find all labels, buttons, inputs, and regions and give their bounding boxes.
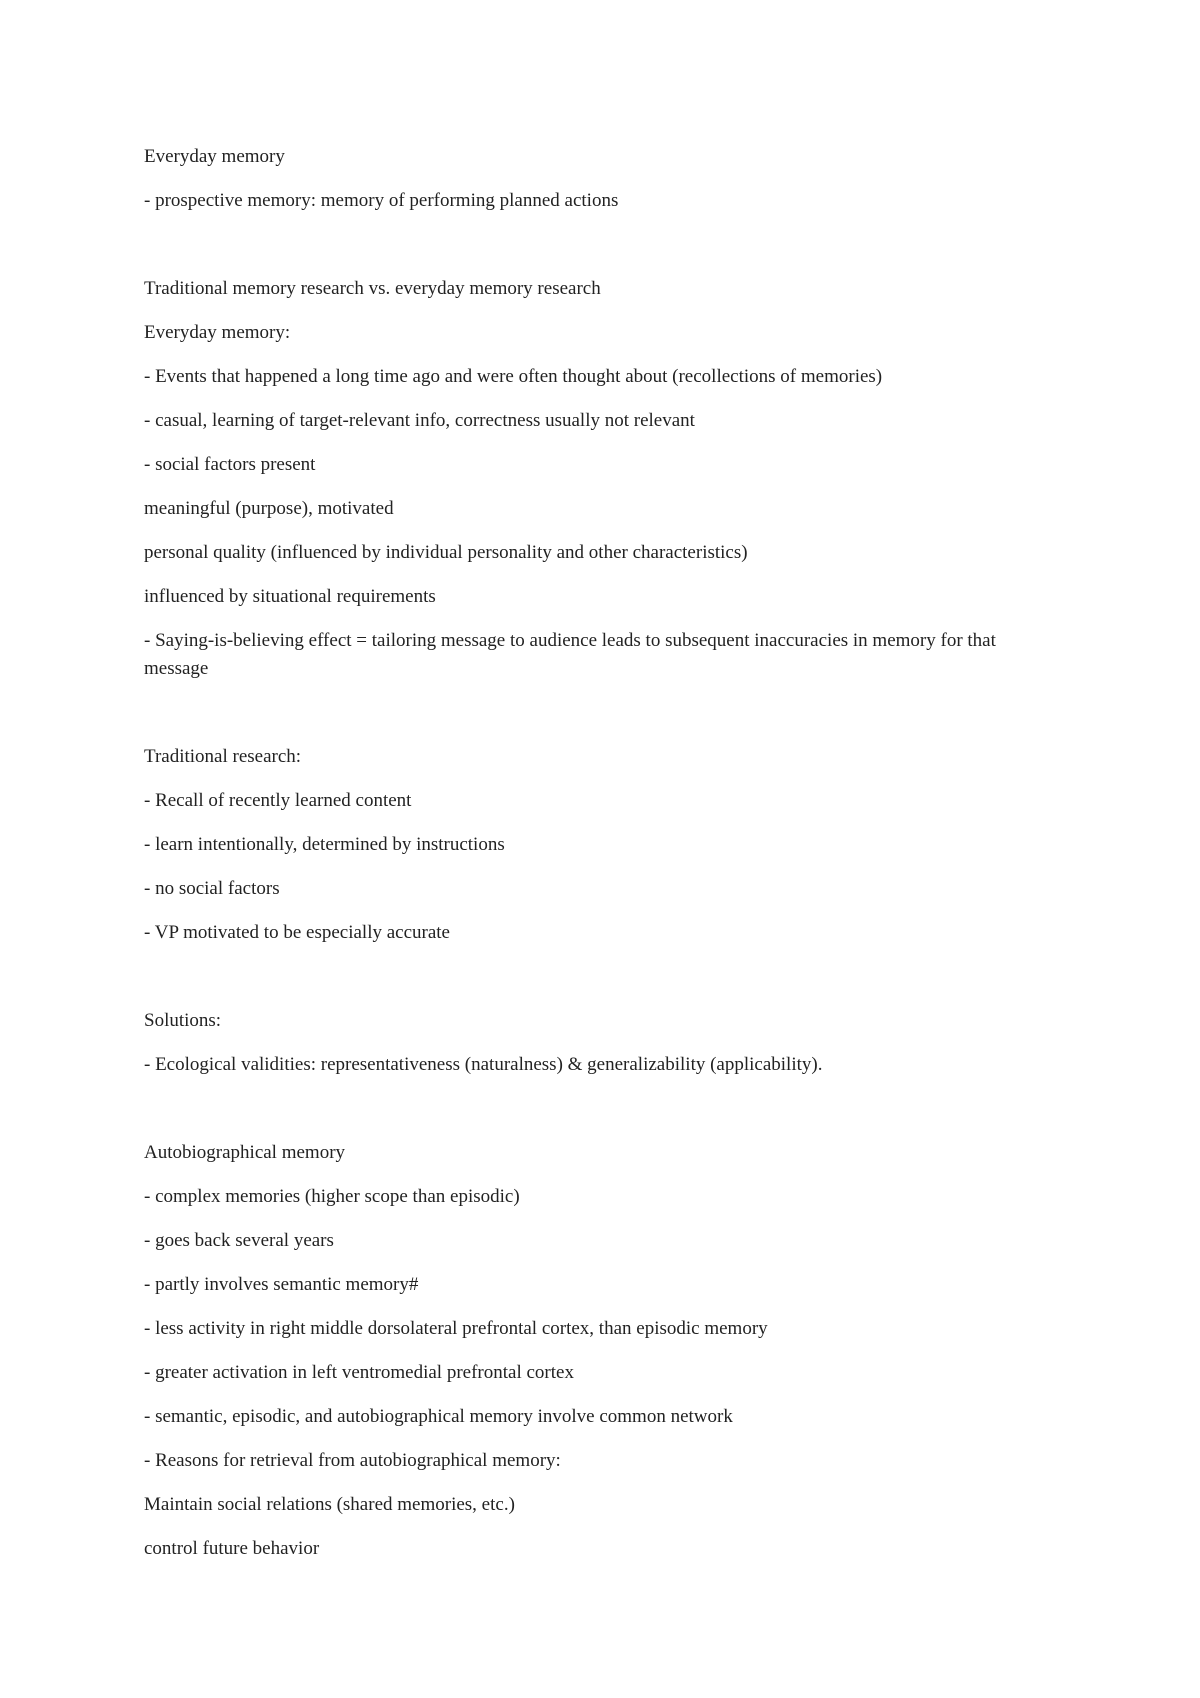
text-line: meaningful (purpose), motivated xyxy=(144,498,394,519)
text-line: - greater activation in left ventromedial prefrontal cortex xyxy=(144,1362,574,1383)
paragraph-gap xyxy=(144,963,1024,1007)
text-line: - Recall of recently learned content xyxy=(144,790,412,811)
heading-everyday-memory: Everyday memory xyxy=(144,146,285,167)
text-line: - partly involves semantic memory# xyxy=(144,1274,419,1295)
text-line: - learn intentionally, determined by instructions xyxy=(144,834,505,855)
text-line: personal quality (influenced by individual personality and other characteristics) xyxy=(144,542,748,563)
text-line: - VP motivated to be especially accurate xyxy=(144,922,450,943)
section-traditional-vs-everyday xyxy=(144,275,1024,683)
text-line: - Reasons for retrieval from autobiographical memory: xyxy=(144,1450,561,1471)
text-line: - less activity in right middle dorsolateral prefrontal cortex, than episodic memory xyxy=(144,1318,768,1339)
text-line: Maintain social relations (shared memories, etc.) xyxy=(144,1494,515,1515)
heading-traditional-vs-everyday: Traditional memory research vs. everyday memory research xyxy=(144,278,601,299)
document-body xyxy=(144,143,1024,1579)
paragraph-gap xyxy=(144,231,1024,275)
heading-traditional-research: Traditional research: xyxy=(144,746,302,767)
text-line: - social factors present xyxy=(144,454,316,475)
text-line: - no social factors xyxy=(144,878,280,899)
text-line: - complex memories (higher scope than episodic) xyxy=(144,1186,520,1207)
subheading-everyday-memory: Everyday memory: xyxy=(144,322,291,343)
paragraph-gap xyxy=(144,1095,1024,1139)
paragraph-gap xyxy=(144,699,1024,743)
text-line: - Ecological validities: representativeness (naturalness) & generalizability (applicability). xyxy=(144,1054,823,1075)
heading-autobiographical-memory: Autobiographical memory xyxy=(144,1142,346,1163)
text-line: - prospective memory: memory of performing planned actions xyxy=(144,190,619,211)
text-line: control future behavior xyxy=(144,1538,320,1559)
text-line: influenced by situational requirements xyxy=(144,586,436,607)
section-solutions xyxy=(144,1007,1024,1079)
text-line: - semantic, episodic, and autobiographical memory involve common network xyxy=(144,1406,733,1427)
text-line: - Events that happened a long time ago and were often thought about (recollections of memories) xyxy=(144,366,883,387)
text-line: - goes back several years xyxy=(144,1230,334,1251)
text-line: - casual, learning of target-relevant info, correctness usually not relevant xyxy=(144,410,695,431)
section-everyday-memory-intro xyxy=(144,143,1024,215)
section-autobiographical-memory xyxy=(144,1139,1024,1563)
section-traditional-research xyxy=(144,743,1024,947)
text-line: - Saying-is-believing effect = tailoring message to audience leads to subsequent inaccuracies in memory for that message xyxy=(144,630,1001,679)
heading-solutions: Solutions: xyxy=(144,1010,222,1031)
